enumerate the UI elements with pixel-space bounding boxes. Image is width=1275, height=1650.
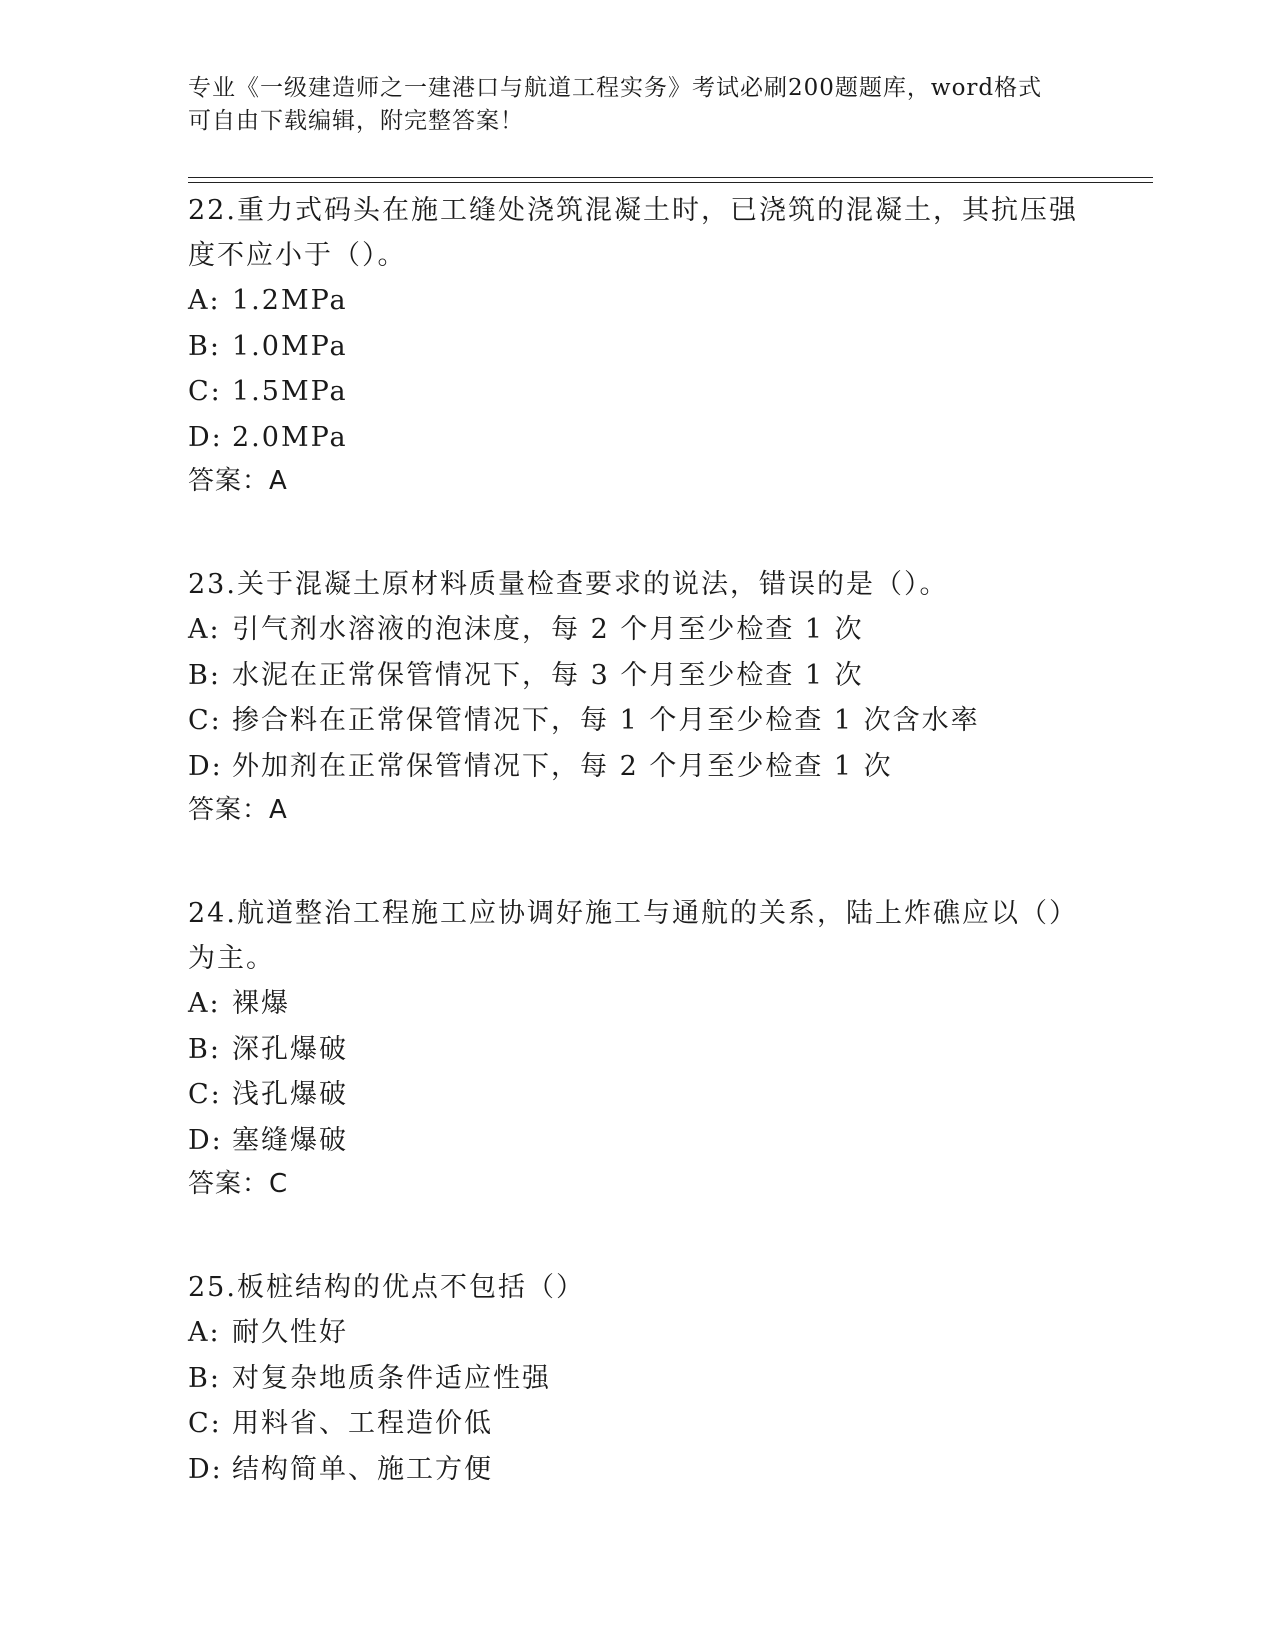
option-text: 对复杂地质条件适应性强 — [232, 1362, 551, 1394]
option-c — [188, 369, 1088, 415]
option-label: B: — [188, 330, 221, 362]
option-text: 1.0MPa — [232, 330, 348, 362]
option-label: B: — [188, 1033, 221, 1065]
option-d — [188, 1447, 1088, 1493]
option-label: C: — [188, 1079, 222, 1110]
answer: 答案：C — [188, 1169, 289, 1199]
option-label: A: — [188, 1317, 221, 1348]
option-text: 引气剂水溶液的泡沫度，每 2 个月至少检查 1 次 — [232, 614, 864, 645]
option-a — [188, 278, 1088, 324]
option-a — [188, 1310, 1088, 1356]
option-c — [188, 1072, 1088, 1118]
option-label: C: — [188, 1408, 222, 1439]
option-label: D: — [188, 1453, 223, 1485]
option-text: 裸爆 — [232, 988, 290, 1019]
option-text: 水泥在正常保管情况下，每 3 个月至少检查 1 次 — [232, 659, 864, 691]
header-line-1: 专业《一级建造师之一建港口与航道工程实务》考试必刷200题题库，word格式 — [188, 75, 1043, 101]
option-text: 1.2MPa — [232, 285, 348, 316]
question-stem: 25.板桩结构的优点不包括（） — [188, 1272, 585, 1303]
option-c — [188, 1401, 1088, 1447]
option-text: 外加剂在正常保管情况下，每 2 个月至少检查 1 次 — [232, 750, 893, 782]
option-text: 深孔爆破 — [232, 1033, 348, 1065]
option-label: C: — [188, 376, 222, 407]
option-b — [188, 653, 1088, 699]
option-label: A: — [188, 285, 221, 316]
option-text: 浅孔爆破 — [232, 1079, 348, 1110]
answer: 答案：A — [188, 795, 288, 825]
option-label: C: — [188, 705, 222, 736]
question-stem: 23.关于混凝土原材料质量检查要求的说法，错误的是（）。 — [188, 569, 949, 600]
option-label: A: — [188, 614, 221, 645]
option-label: B: — [188, 659, 221, 691]
question-25 — [188, 1265, 1088, 1492]
header-line-2: 可自由下载编辑，附完整答案！ — [188, 108, 524, 134]
option-b — [188, 1356, 1088, 1402]
question-stem: 22.重力式码头在施工缝处浇筑混凝土时，已浇筑的混凝土，其抗压强度不应小于（）。 — [188, 195, 1078, 271]
document-header — [188, 72, 1088, 138]
option-c — [188, 698, 1088, 744]
option-text: 塞缝爆破 — [232, 1124, 348, 1156]
option-text: 1.5MPa — [232, 376, 348, 407]
option-text: 结构简单、施工方便 — [232, 1453, 493, 1485]
option-d — [188, 744, 1088, 790]
option-b — [188, 324, 1088, 370]
option-d — [188, 1118, 1088, 1164]
question-22 — [188, 188, 1088, 502]
option-b — [188, 1027, 1088, 1073]
option-text: 掺合料在正常保管情况下，每 1 个月至少检查 1 次含水率 — [232, 705, 980, 736]
option-d — [188, 415, 1088, 461]
option-label: B: — [188, 1362, 221, 1394]
option-label: D: — [188, 750, 223, 782]
question-stem: 24.航道整治工程施工应协调好施工与通航的关系，陆上炸礁应以（）为主。 — [188, 898, 1078, 974]
question-23 — [188, 562, 1088, 831]
option-text: 2.0MPa — [232, 421, 348, 453]
option-text: 用料省、工程造价低 — [232, 1408, 493, 1439]
header-rule-top — [188, 177, 1153, 178]
option-a — [188, 607, 1088, 653]
option-label: D: — [188, 421, 223, 453]
question-list — [188, 188, 1088, 1552]
option-a — [188, 981, 1088, 1027]
answer: 答案：A — [188, 466, 288, 496]
option-text: 耐久性好 — [232, 1317, 348, 1348]
question-24 — [188, 891, 1088, 1205]
header-rule-bottom — [188, 182, 1153, 183]
option-label: A: — [188, 988, 221, 1019]
option-label: D: — [188, 1124, 223, 1156]
